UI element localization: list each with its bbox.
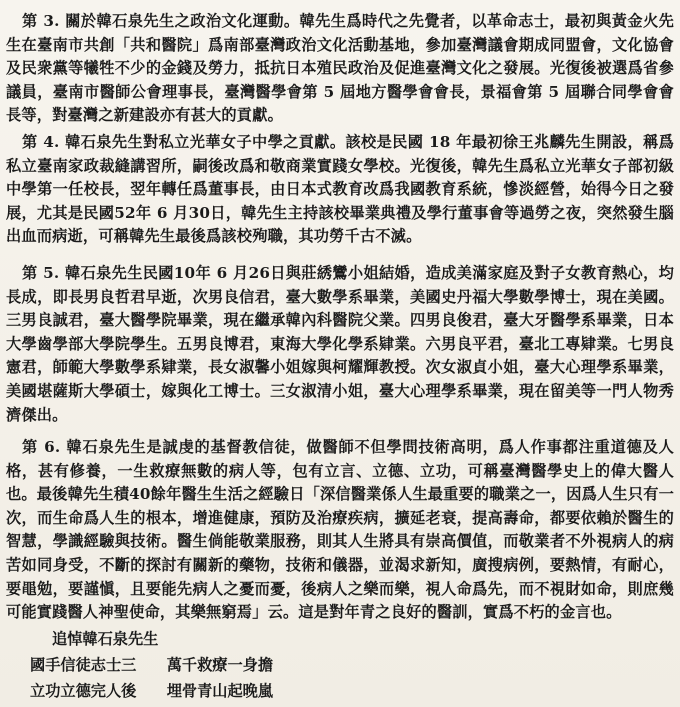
- paragraph-3: 第 3. 關於韓石泉先生之政治文化運動。韓先生爲時代之先覺者，以革命志士，最初與黃金火先生在臺南市共創「共和醫院」爲南部臺灣政治文化活動基地，參加臺灣議會期成同盟會，文化協會及民衆黨等犧牲不少的金錢及勞力，抵抗日本殖民政治及促進臺灣文化之發展。光復後被選爲省參議員，臺南市醫師公會理事長，臺灣醫學會第 5 屆地方醫學會會長，景福會第 5 屆聯合同學會會長等，對臺灣之新建設亦有甚大的貢獻。: [6, 12, 674, 125]
- paragraph-6: 第 6. 韓石泉先生是誠虔的基督教信徒，做醫師不但學問技術高明，爲人作事都注重道德及人格，甚有修養，一生救療無數的病人等，包有立言、立德、立功，可稱臺灣醫學史上的偉大醫人也。最後韓先生積40餘年醫生生活之經驗日「深信醫業係人生最重要的職業之一，因爲人生只有一次，而生命爲人生的根本，增進健康，預防及治療疾病，擴延老衰，提高壽命，都要依賴於醫生的智慧，學識經驗與技術。醫生倘能敬業服務，則其人生將具有崇高價值，而敬業者不外視病人的病苦如同身受，不斷的探討有關新的藥物，技術和儀器，並渴求新知，廣搜病例，要熱情，有耐心，要黽勉，要謹愼，且要能先病人之憂而憂，後病人之樂而樂，視人命爲先，而不視財如命，則庶幾可能實踐醫人神聖使命，其樂無窮焉」云。這是對年青之良好的醫訓，實爲不朽的金言也。: [6, 438, 674, 622]
- poem-title: 追悼韓石泉先生: [52, 630, 159, 648]
- poem-line-1: 國手信徒志士三 萬千救療一身擔: [30, 656, 273, 674]
- poem-line-2: 立功立德完人後 埋骨青山起晚嵐: [30, 682, 273, 700]
- paragraph-5: 第 5. 韓石泉先生民國10年 6 月26日與莊綉鸞小姐結婚，造成美滿家庭及對子女教育熱心，均長成，即長男良哲君早逝，次男良信君，臺大數學系畢業，美國史丹福大學數學博士，現在美國。三男良誠君，臺大醫學院畢業，現在繼承韓內科醫院父業。四男良俊君，臺大牙醫學系畢業，日本大學齒學部大學院學生。五男良博君，東海大學化學系肄業。六男良平君，臺北工專肄業。七男良憲君，師範大學數學系肄業，長女淑馨小姐嫁與柯耀輝教授。次女淑貞小姐，臺大心理學系畢業，美國堪薩斯大學碩士，嫁與化工博士。三女淑清小姐，臺大心理學系畢業，現在留美等一門人物秀濟傑出。: [6, 264, 674, 424]
- paragraph-4: 第 4. 韓石泉先生對私立光華女子中學之貢獻。該校是民國 18 年最初徐王兆麟先生開設，稱爲私立臺南家政裁縫講習所，嗣後改爲和敬商業實踐女學校。光復後，韓先生爲私立光華女子部初級中學第一任校長，翌年轉任爲董事長，由日本式教育改爲我國教育系統，慘淡經營，始得今日之發展，尤其是民國52年 6 月30日，韓先生主持該校畢業典禮及學行董事會等過勞之夜，突然發生腦出血而病逝，可稱韓先生最後爲該校殉職，其功勞千古不滅。: [6, 133, 674, 246]
